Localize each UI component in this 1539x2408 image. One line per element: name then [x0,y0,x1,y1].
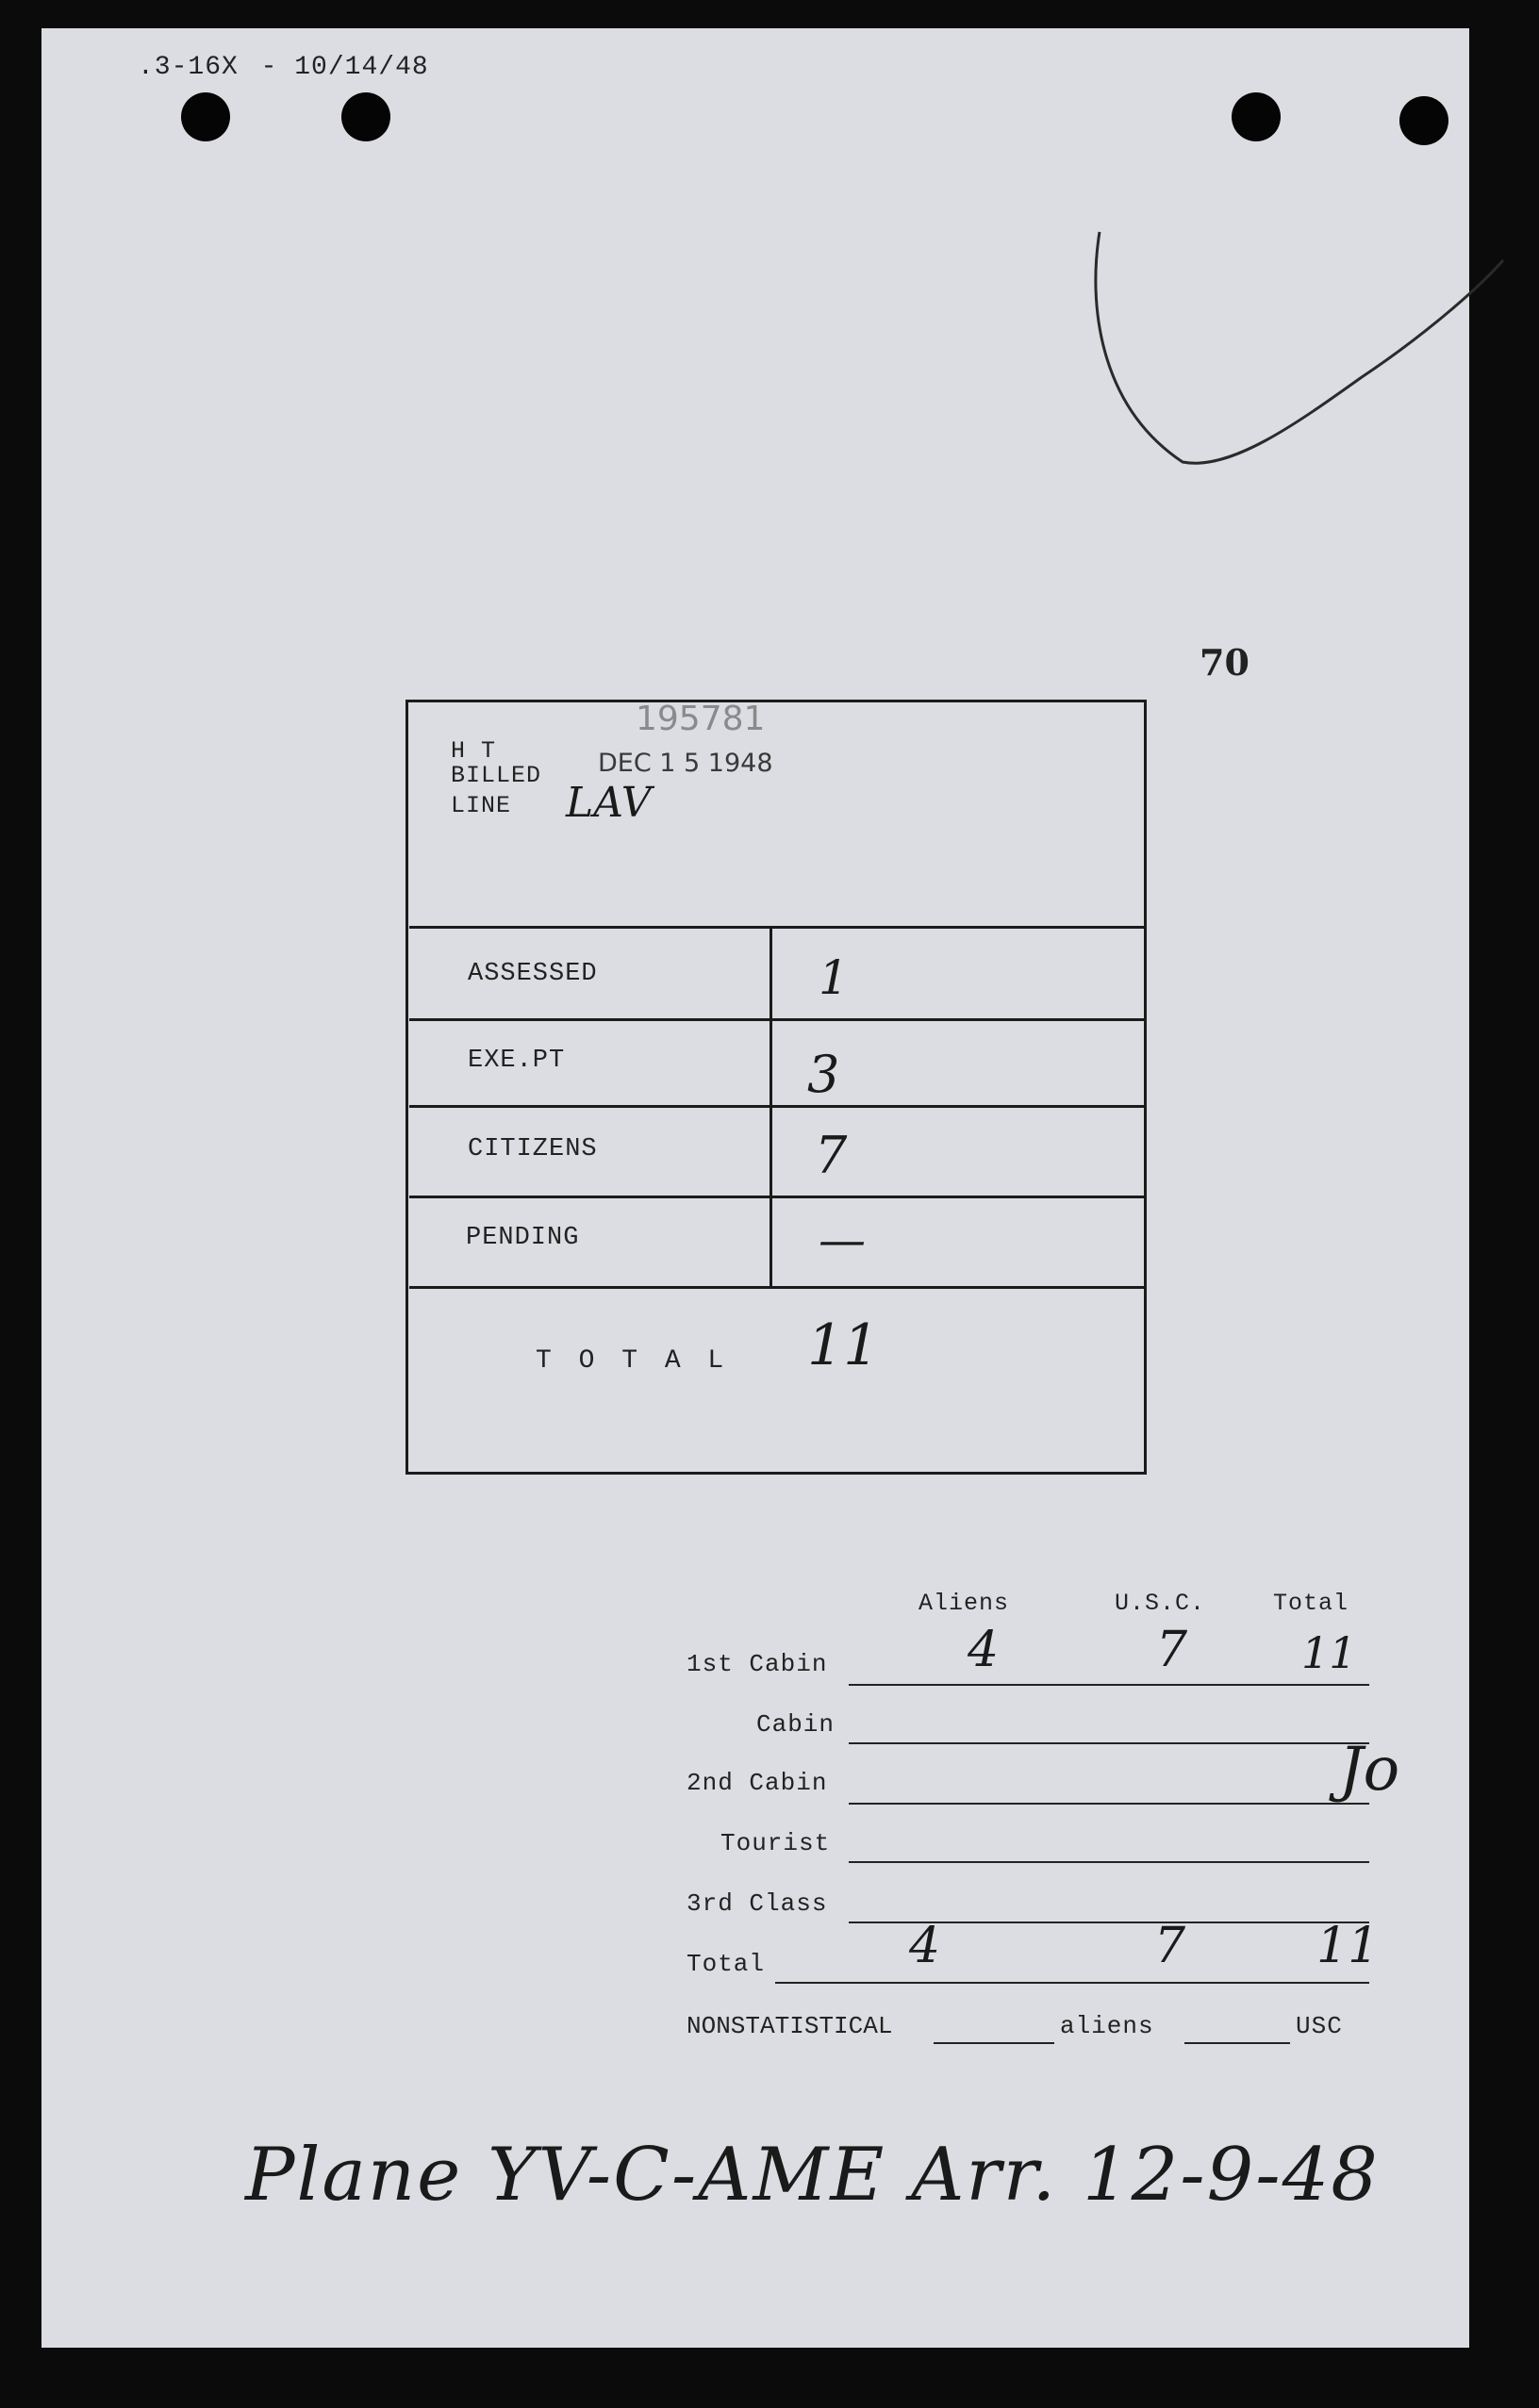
row-value-pending: — [819,1212,866,1267]
class-row-label: Cabin [756,1710,836,1739]
column-header-usc: U.S.C. [1115,1590,1206,1617]
ht-label: H T [451,737,497,765]
row-divider-1 [409,1018,1145,1021]
class-row-underline [775,1982,1369,1984]
form-code [138,53,429,82]
row-value-assessed: 1 [819,950,849,1005]
punch-hole-3 [1232,92,1281,141]
row-label-pending: PENDING [466,1224,580,1252]
row-divider-4 [409,1286,1145,1289]
class-row-total: 11 [1301,1627,1357,1678]
total-value: 11 [807,1312,880,1378]
class-row-aliens: 4 [909,1918,941,1974]
row-divider-3 [409,1196,1145,1198]
stamp-date: DEC 1 5 1948 [598,749,773,778]
punch-hole-4 [1399,96,1448,145]
class-row-underline [849,1684,1369,1686]
row-label-exempt: EXE.PT [468,1047,566,1075]
row-label-assessed: ASSESSED [468,960,598,988]
class-row-label: Tourist [720,1829,831,1857]
check-mark-stroke [1079,189,1513,490]
aliens-label: aliens [1060,2012,1154,2040]
class-row-label: 1st Cabin [687,1650,828,1678]
class-row-label: Total [687,1950,766,1978]
column-header-aliens: Aliens [918,1590,1010,1617]
class-row-underline [849,1742,1369,1744]
nonstatistical-label: NONSTATISTICAL [687,2012,893,2040]
form-date: - 10/14/48 [260,53,429,82]
row-value-exempt: 3 [807,1045,840,1104]
nonstatistical-blank-aliens [934,2042,1054,2044]
class-row-label: 3rd Class [687,1889,828,1918]
class-row-underline [849,1861,1369,1863]
page-number: 70 [1200,641,1249,684]
column-divider [770,926,772,1286]
billed-label: BILLED [451,762,542,789]
class-row-aliens: 4 [968,1622,1000,1678]
nonstatistical-blank-usc [1184,2042,1290,2044]
form-code-text: .3-16 [138,53,223,82]
punch-hole-1 [181,92,230,141]
row-value-citizens: 7 [815,1126,848,1185]
billing-box [405,700,1147,1475]
box-divider-header [409,926,1145,929]
class-row-usc: 7 [1154,1918,1186,1974]
class-row-underline [849,1803,1369,1805]
class-row-total: 11 [1316,1918,1380,1974]
punch-hole-2 [341,92,390,141]
row-divider-2 [409,1105,1145,1108]
document-page [41,28,1469,2348]
form-code-overstrike: X [222,53,239,82]
total-label: T O T A L [536,1346,730,1376]
footer-note: Plane YV-C-AME Arr. 12-9-48 [245,2133,1380,2218]
usc-label: USC [1296,2012,1343,2040]
line-value: LAV [566,779,652,827]
class-row-usc: 7 [1156,1622,1188,1678]
column-header-total: Total [1273,1590,1349,1617]
line-label: LINE [451,792,512,819]
class-row-label: 2nd Cabin [687,1769,828,1797]
stamp-number: 195781 [636,700,766,738]
row-label-citizens: CITIZENS [468,1135,598,1163]
initials: Jo [1339,1735,1400,1805]
